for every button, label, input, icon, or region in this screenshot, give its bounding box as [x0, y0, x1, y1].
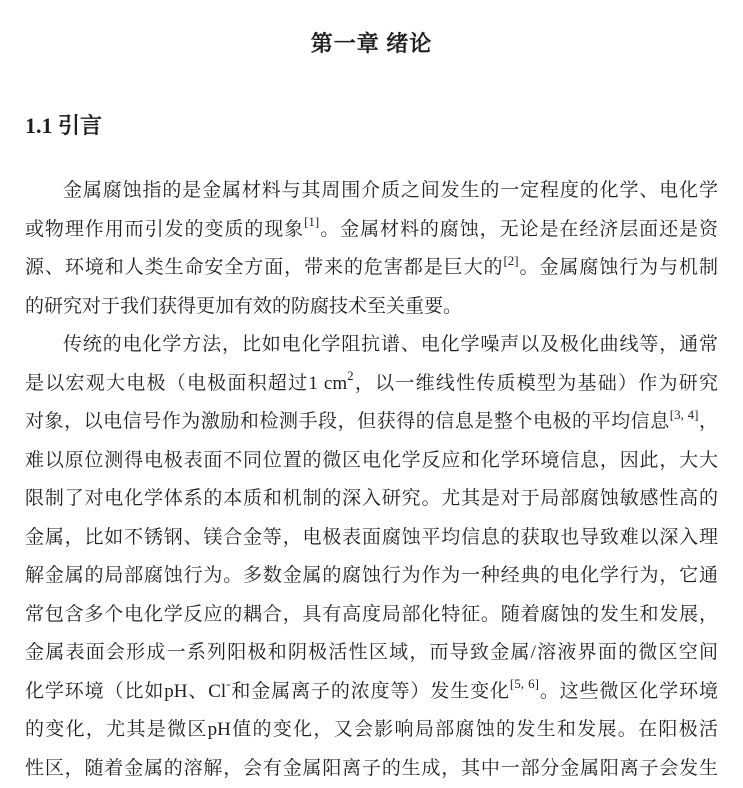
text-line: 化学环境（比如pH、Cl-和金属离子的浓度等）发生变化[5, 6]。这些微区化学环境 [25, 676, 718, 702]
citation-superscript: [1] [304, 214, 320, 230]
chapter-title: 第一章 绪论 [310, 31, 433, 56]
citation-superscript: - [226, 676, 231, 692]
text-line: 的变化，尤其是微区pH值的变化，又会影响局部腐蚀的发生和发展。在阳极活 [25, 719, 718, 740]
text-line: 对象，以电信号作为激励和检测手段，但获得的信息是整个电极的平均信息[3, 4]， [25, 406, 718, 432]
citation-superscript: [3, 4] [669, 406, 699, 422]
text-line: 的研究对于我们获得更加有效的防腐技术至关重要。 [25, 295, 463, 317]
text-line: 或物理作用而引发的变质的现象[1]。金属材料的腐蚀，无论是在经济层面还是资 [25, 214, 718, 240]
text-line: 难以原位测得电极表面不同位置的微区电化学反应和化学环境信息，因此，大大 [25, 449, 718, 471]
document-body [25, 172, 718, 788]
paragraph [25, 172, 718, 326]
citation-superscript: 2 [347, 368, 354, 384]
citation-superscript: [5, 6] [509, 676, 539, 692]
text-line: 金属表面会形成一系列阳极和阴极活性区域，而导致金属/溶液界面的微区空间 [25, 642, 718, 663]
text-line: 解金属的局部腐蚀行为。多数金属的腐蚀行为作为一种经典的电化学行为，它通 [25, 565, 718, 586]
citation-superscript: [2] [503, 252, 519, 268]
text-line: 常包含多个电化学反应的耦合，具有高度局部化特征。随着腐蚀的发生和发展， [25, 603, 718, 625]
text-line: 性区，随着金属的溶解，会有金属阳离子的生成，其中一部分金属阳离子会发生 [25, 757, 718, 779]
text-line: 传统的电化学方法，比如电化学阻抗谱、电化学噪声以及极化曲线等，通常 [63, 334, 718, 355]
text-line: 源、环境和人类生命安全方面，带来的危害都是巨大的[2]。金属腐蚀行为与机制 [25, 252, 718, 278]
text-line: 金属腐蚀指的是金属材料与其周围介质之间发生的一定程度的化学、电化学 [63, 180, 718, 201]
text-line: 金属，比如不锈钢、镁合金等，电极表面腐蚀平均信息的获取也导致难以深入理 [25, 526, 718, 548]
text-line: 是以宏观大电极（电极面积超过1 $cm^2$，以一维线性传质模型为基础）作为研究 [25, 368, 718, 394]
text-line: 限制了对电化学体系的本质和机制的深入研究。尤其是对于局部腐蚀敏感性高的 [25, 488, 718, 509]
paragraph [25, 326, 718, 788]
section-heading: 1.1 引言 [25, 113, 103, 138]
